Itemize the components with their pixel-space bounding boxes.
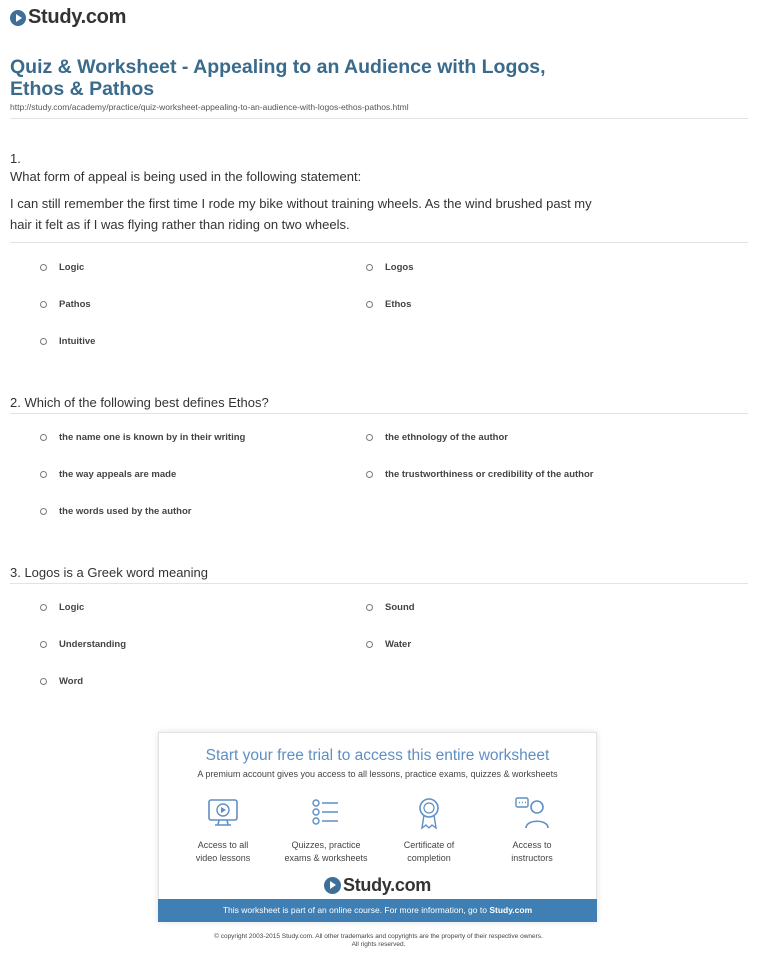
- radio-button[interactable]: [40, 434, 47, 441]
- answer-option[interactable]: Word: [40, 676, 83, 687]
- radio-button[interactable]: [40, 678, 47, 685]
- question-2-prompt: 2. Which of the following best defines Ethos?: [10, 395, 269, 410]
- radio-button[interactable]: [366, 264, 373, 271]
- study-link[interactable]: Study.com: [489, 905, 533, 915]
- answer-option[interactable]: the trustworthiness or credibility of the author: [366, 469, 594, 480]
- promo-study-logo[interactable]: Study.com: [159, 875, 596, 896]
- answer-option[interactable]: Understanding: [40, 639, 126, 650]
- feature-certificate: Certificate of completion: [379, 795, 479, 865]
- page-title: Quiz & Worksheet - Appealing to an Audience with Logos, Ethos & Pathos: [10, 56, 546, 100]
- promo-title[interactable]: Start your free trial to access this entire worksheet: [205, 747, 550, 764]
- divider: [10, 242, 748, 243]
- answer-option[interactable]: the words used by the author: [40, 506, 192, 517]
- radio-button[interactable]: [40, 641, 47, 648]
- radio-button[interactable]: [40, 604, 47, 611]
- radio-button[interactable]: [40, 264, 47, 271]
- answer-option[interactable]: Intuitive: [40, 336, 95, 347]
- play-logo-icon: [324, 877, 341, 894]
- course-info-banner: This worksheet is part of an online course. For more information, go to Study.com: [158, 899, 597, 922]
- certificate-icon: [411, 795, 447, 831]
- logo-text: Study.com: [28, 6, 127, 28]
- question-1-number: 1.: [10, 151, 21, 166]
- radio-button[interactable]: [366, 604, 373, 611]
- question-3-prompt: 3. Logos is a Greek word meaning: [10, 565, 208, 580]
- answer-option[interactable]: Pathos: [40, 299, 91, 310]
- answer-option[interactable]: Logic: [40, 602, 84, 613]
- page-url: http://study.com/academy/practice/quiz-worksheet-appealing-to-an-audience-with-logos-ethos-pathos.html: [10, 102, 409, 112]
- answer-option[interactable]: Sound: [366, 602, 415, 613]
- feature-instructors: Access to instructors: [482, 795, 582, 865]
- radio-button[interactable]: [366, 301, 373, 308]
- study-logo[interactable]: [10, 6, 126, 29]
- promo-subtitle: A premium account gives you access to all lessons, practice exams, quizzes & worksheets: [197, 769, 558, 779]
- answer-option[interactable]: Logic: [40, 262, 84, 273]
- radio-button[interactable]: [40, 508, 47, 515]
- radio-button[interactable]: [40, 301, 47, 308]
- radio-button[interactable]: [366, 434, 373, 441]
- answer-option[interactable]: Logos: [366, 262, 414, 273]
- free-trial-promo: [158, 732, 597, 922]
- copyright-notice: © copyright 2003-2015 Study.com. All other trademarks and copyrights are the property of their respective owners. All rights reserved.: [214, 933, 543, 948]
- feature-quizzes: Quizzes, practice exams & worksheets: [276, 795, 376, 865]
- radio-button[interactable]: [40, 338, 47, 345]
- answer-option[interactable]: the ethnology of the author: [366, 432, 508, 443]
- feature-video-lessons: Access to all video lessons: [173, 795, 273, 865]
- answer-option[interactable]: the name one is known by in their writing: [40, 432, 245, 443]
- instructor-icon: [514, 795, 550, 831]
- play-logo-icon: [10, 10, 26, 26]
- question-1-quote: I can still remember the first time I rode my bike without training wheels. As the wind brushed past my hair it felt as if I was flying rather than riding on two wheels.: [10, 196, 592, 232]
- radio-button[interactable]: [366, 471, 373, 478]
- answer-option[interactable]: Water: [366, 639, 411, 650]
- radio-button[interactable]: [40, 471, 47, 478]
- question-1-prompt: What form of appeal is being used in the following statement:: [10, 169, 362, 184]
- divider: [10, 413, 748, 414]
- quiz-list-icon: [308, 795, 344, 831]
- divider: [10, 583, 748, 584]
- divider: [10, 118, 748, 119]
- answer-option[interactable]: the way appeals are made: [40, 469, 176, 480]
- video-lesson-icon: [205, 795, 241, 831]
- radio-button[interactable]: [366, 641, 373, 648]
- answer-option[interactable]: Ethos: [366, 299, 411, 310]
